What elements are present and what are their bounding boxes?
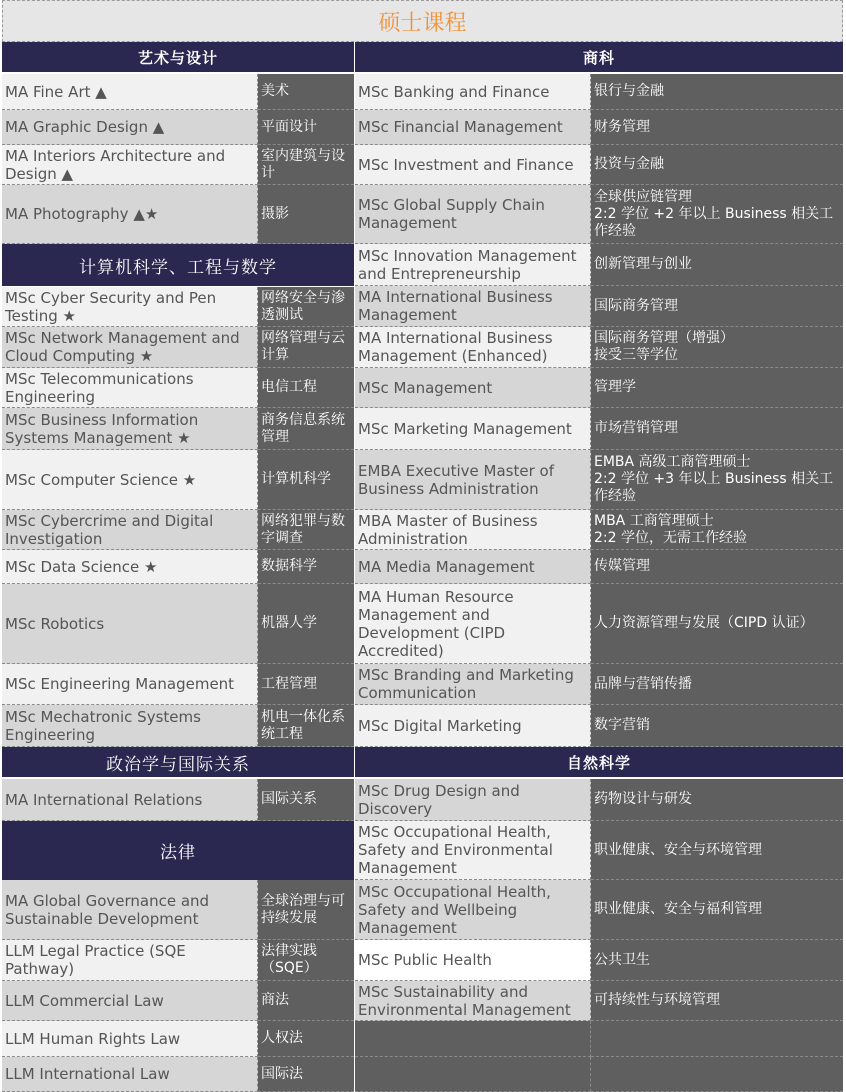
course-name-zh: 国际关系 bbox=[258, 779, 354, 821]
course-name-zh: 品牌与营销传播 bbox=[591, 664, 843, 705]
course-name: MSc Global Supply Chain Management bbox=[355, 185, 591, 244]
course-name: MA Human Resource Management and Development (CIPD Accredited) bbox=[355, 584, 591, 664]
section-header-science: 自然科学 bbox=[355, 747, 843, 777]
empty-cell bbox=[591, 1057, 843, 1092]
course-name-zh: 商务信息系统管理 bbox=[258, 408, 354, 450]
course-name: MA Fine Art ▲ bbox=[2, 74, 258, 110]
course-name: MSc Investment and Finance bbox=[355, 145, 591, 185]
section-header-computing: 计算机科学、工程与数学 bbox=[2, 244, 354, 286]
course-zh-title: MBA 工商管理硕士 bbox=[594, 512, 714, 529]
course-name-zh bbox=[591, 327, 843, 368]
course-name: MSc Cyber Security and Pen Testing ★ bbox=[2, 287, 258, 327]
course-name: MSc Data Science ★ bbox=[2, 550, 258, 584]
section-header-law: 法律 bbox=[2, 821, 354, 880]
course-requirement: 接受三等学位 bbox=[594, 347, 678, 363]
course-zh-title: 全球供应链管理 bbox=[594, 188, 692, 205]
empty-cell bbox=[355, 1021, 591, 1057]
course-name-zh: 国际商务管理 bbox=[591, 286, 843, 327]
course-name: MSc Network Management and Cloud Computing ★ bbox=[2, 327, 258, 368]
course-name-zh: 全球治理与可持续发展 bbox=[258, 880, 354, 940]
section-header-business: 商科 bbox=[355, 42, 843, 72]
course-name: LLM Commercial Law bbox=[2, 981, 258, 1021]
course-name-zh: 人权法 bbox=[258, 1021, 354, 1057]
course-name: MSc Occupational Health, Safety and Environmental Management bbox=[355, 821, 591, 880]
course-name-zh: 创新管理与创业 bbox=[591, 244, 843, 286]
course-name: MSc Marketing Management bbox=[355, 408, 591, 450]
course-name: MSc Banking and Finance bbox=[355, 74, 591, 110]
course-requirement: 2:2 学位，无需工作经验 bbox=[594, 529, 747, 546]
course-name-zh bbox=[591, 450, 843, 510]
course-name: MA Photography ▲★ bbox=[2, 185, 258, 244]
course-name-zh: 市场营销管理 bbox=[591, 408, 843, 450]
course-zh-title: EMBA 高级工商管理硕士 bbox=[594, 454, 751, 470]
course-name: MA Global Governance and Sustainable Development bbox=[2, 880, 258, 940]
course-name-zh: 数据科学 bbox=[258, 550, 354, 584]
course-name: MSc Business Information Systems Management ★ bbox=[2, 408, 258, 450]
course-name-zh: 银行与金融 bbox=[591, 74, 843, 110]
course-requirement: 2:2 学位 +3 年以上 Business 相关工作经验 bbox=[594, 471, 834, 504]
course-name-zh: 职业健康、安全与福利管理 bbox=[591, 880, 843, 940]
course-name-zh: 国际法 bbox=[258, 1057, 354, 1092]
course-name-zh: 财务管理 bbox=[591, 110, 843, 145]
course-requirement: 2:2 学位 +2 年以上 Business 相关工作经验 bbox=[594, 205, 834, 239]
course-name: MSc Sustainability and Environmental Management bbox=[355, 981, 591, 1021]
course-zh-title: 国际商务管理（增强） bbox=[594, 330, 734, 346]
course-name-zh: 人力资源管理与发展（CIPD 认证） bbox=[591, 584, 843, 664]
course-name-zh: 网络安全与渗透测试 bbox=[258, 287, 354, 327]
course-name-zh: 平面设计 bbox=[258, 110, 354, 145]
course-name: MSc Innovation Management and Entrepreneurship bbox=[355, 244, 591, 286]
course-name: MA International Business Management (Enhanced) bbox=[355, 327, 591, 368]
course-name-zh: 摄影 bbox=[258, 185, 354, 244]
course-name-zh: 计算机科学 bbox=[258, 450, 354, 510]
course-name: MSc Management bbox=[355, 368, 591, 408]
course-name: EMBA Executive Master of Business Administration bbox=[355, 450, 591, 510]
course-name: MSc Robotics bbox=[2, 584, 258, 664]
course-name: MA International Relations bbox=[2, 779, 258, 821]
course-name-zh: 传媒管理 bbox=[591, 550, 843, 584]
course-name-zh: 网络管理与云计算 bbox=[258, 327, 354, 368]
course-name: MSc Financial Management bbox=[355, 110, 591, 145]
course-name: MSc Computer Science ★ bbox=[2, 450, 258, 510]
course-name-zh bbox=[591, 185, 843, 244]
course-name: MSc Mechatronic Systems Engineering bbox=[2, 705, 258, 747]
course-name-zh: 机器人学 bbox=[258, 584, 354, 664]
section-header-art: 艺术与设计 bbox=[2, 42, 354, 72]
course-name: MSc Digital Marketing bbox=[355, 705, 591, 747]
empty-cell bbox=[591, 1021, 843, 1057]
course-name: MSc Telecommunications Engineering bbox=[2, 368, 258, 408]
course-name: MSc Cybercrime and Digital Investigation bbox=[2, 510, 258, 550]
course-name: MSc Occupational Health, Safety and Wellbeing Management bbox=[355, 880, 591, 940]
course-name-zh bbox=[591, 510, 843, 550]
course-name-zh: 数字营销 bbox=[591, 705, 843, 747]
course-name-zh: 网络犯罪与数字调查 bbox=[258, 510, 354, 550]
course-name-zh: 电信工程 bbox=[258, 368, 354, 408]
course-name-zh: 室内建筑与设计 bbox=[258, 145, 354, 185]
course-name-zh: 管理学 bbox=[591, 368, 843, 408]
course-name: MSc Engineering Management bbox=[2, 664, 258, 705]
course-name-zh: 法律实践（SQE） bbox=[258, 940, 354, 981]
course-name-zh: 商法 bbox=[258, 981, 354, 1021]
course-name: MA Media Management bbox=[355, 550, 591, 584]
page-title: 硕士课程 bbox=[2, 0, 843, 42]
empty-cell bbox=[355, 1057, 591, 1092]
course-name-zh: 药物设计与研发 bbox=[591, 779, 843, 821]
course-name: MA Interiors Architecture and Design ▲ bbox=[2, 145, 258, 185]
course-name-zh: 公共卫生 bbox=[591, 940, 843, 981]
course-name: LLM Legal Practice (SQE Pathway) bbox=[2, 940, 258, 981]
course-name: MA International Business Management bbox=[355, 286, 591, 327]
section-header-politics: 政治学与国际关系 bbox=[2, 747, 354, 777]
course-name: MSc Branding and Marketing Communication bbox=[355, 664, 591, 705]
course-name-zh: 美术 bbox=[258, 74, 354, 110]
course-name: LLM International Law bbox=[2, 1057, 258, 1092]
course-name-zh: 可持续性与环境管理 bbox=[591, 981, 843, 1021]
course-name: MBA Master of Business Administration bbox=[355, 510, 591, 550]
course-name: LLM Human Rights Law bbox=[2, 1021, 258, 1057]
course-name-zh: 投资与金融 bbox=[591, 145, 843, 185]
course-name: MSc Drug Design and Discovery bbox=[355, 779, 591, 821]
course-name: MA Graphic Design ▲ bbox=[2, 110, 258, 145]
course-name-zh: 工程管理 bbox=[258, 664, 354, 705]
course-name-zh: 职业健康、安全与环境管理 bbox=[591, 821, 843, 880]
course-name-zh: 机电一体化系统工程 bbox=[258, 705, 354, 747]
course-name: MSc Public Health bbox=[355, 940, 591, 981]
